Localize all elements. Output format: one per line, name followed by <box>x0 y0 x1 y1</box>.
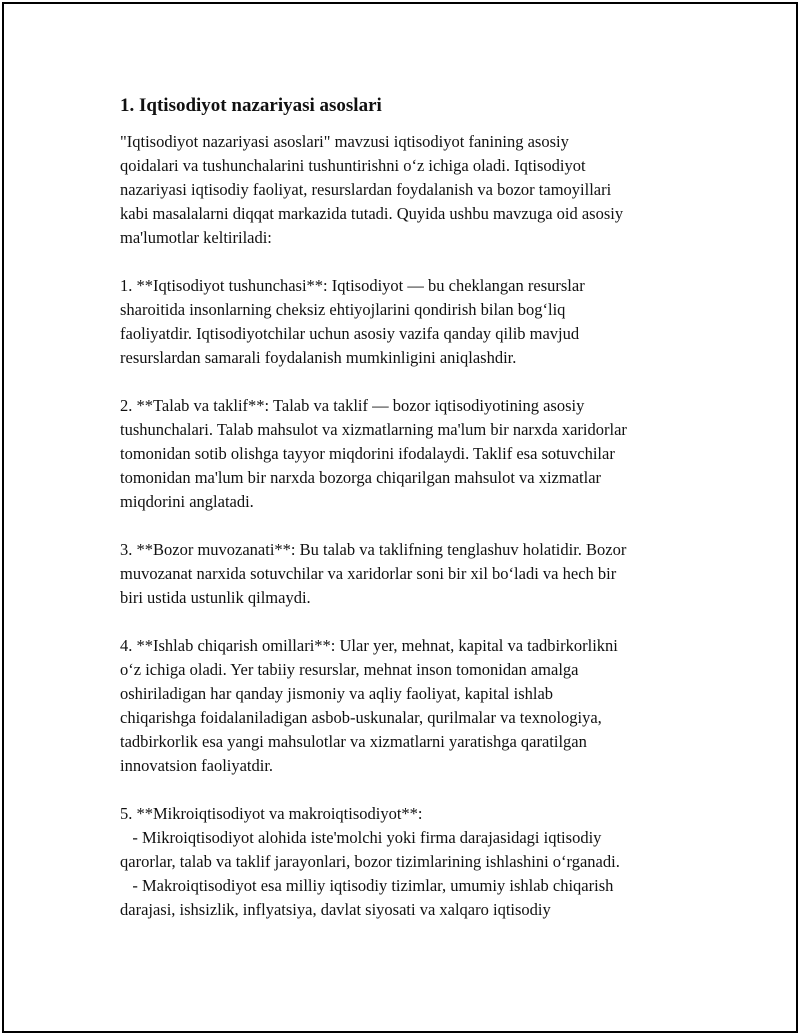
text-line: oshiriladigan har qanday jismoniy va aqliy faoliyat, kapital ishlab <box>120 684 554 703</box>
list-item-paragraph <box>120 274 700 370</box>
text-line: biri ustida ustunlik qilmaydi. <box>120 588 311 607</box>
text-line: kabi masalalarni diqqat markazida tutadi. Quyida ushbu mavzuga oid asosiy <box>120 204 624 223</box>
document-page <box>2 2 798 1033</box>
text-line: ma'lumotlar keltiriladi: <box>120 228 272 247</box>
text-line: qoidalari va tushunchalarini tushuntirishni o‘z ichiga oladi. Iqtisodiyot <box>120 156 586 175</box>
text-line: sharoitida insonlarning cheksiz ehtiyojlarini qondirish bilan bog‘liq <box>120 300 566 319</box>
list-item-paragraph <box>120 394 700 514</box>
text-line: "Iqtisodiyot nazariyasi asoslari" mavzusi iqtisodiyot fanining asosiy <box>120 132 569 151</box>
text-line: miqdorini anglatadi. <box>120 492 254 511</box>
document-body <box>120 94 700 946</box>
text-line: 4. **Ishlab chiqarish omillari**: Ular yer, mehnat, kapital va tadbirkorlikni <box>120 636 618 655</box>
text-line: o‘z ichiga oladi. Yer tabiiy resurslar, mehnat inson tomonidan amalga <box>120 660 579 679</box>
text-line: nazariyasi iqtisodiy faoliyat, resurslardan foydalanish va bozor tamoyillari <box>120 180 612 199</box>
text-line: tomonidan sotib olishga tayyor miqdorini ifodalaydi. Taklif esa sotuvchilar <box>120 444 615 463</box>
text-line: faoliyatdir. Iqtisodiyotchilar uchun asosiy vazifa qanday qilib mavjud <box>120 324 580 343</box>
text-line: muvozanat narxida sotuvchilar va xaridorlar soni bir xil bo‘ladi va hech bir <box>120 564 617 583</box>
text-line: 2. **Talab va taklif**: Talab va taklif — bozor iqtisodiyotining asosiy <box>120 396 585 415</box>
intro-paragraph <box>120 130 700 250</box>
text-line: tadbirkorlik esa yangi mahsulotlar va xizmatlarni yaratishga qaratilgan <box>120 732 587 751</box>
text-line: darajasi, ishsizlik, inflyatsiya, davlat siyosati va xalqaro iqtisodiy <box>120 900 551 919</box>
text-line: innovatsion faoliyatdir. <box>120 756 274 775</box>
section-heading: 1. Iqtisodiyot nazariyasi asoslari <box>120 95 382 116</box>
text-line: - Makroiqtisodiyot esa milliy iqtisodiy tizimlar, umumiy ishlab chiqarish <box>120 876 614 895</box>
text-line: tushunchalari. Talab mahsulot va xizmatlarning ma'lum bir narxda xaridorlar <box>120 420 627 439</box>
text-line: tomonidan ma'lum bir narxda bozorga chiqarilgan mahsulot va xizmatlar <box>120 468 602 487</box>
list-item-paragraph <box>120 538 700 610</box>
list-item-paragraph <box>120 634 700 778</box>
text-line: 5. **Mikroiqtisodiyot va makroiqtisodiyot**: <box>120 804 423 823</box>
text-line: 3. **Bozor muvozanati**: Bu talab va taklifning tenglashuv holatidir. Bozor <box>120 540 627 559</box>
text-line: resurslardan samarali foydalanish mumkinligini aniqlashdir. <box>120 348 517 367</box>
text-line: - Mikroiqtisodiyot alohida iste'molchi yoki firma darajasidagi iqtisodiy <box>120 828 602 847</box>
text-line: 1. **Iqtisodiyot tushunchasi**: Iqtisodiyot — bu cheklangan resurslar <box>120 276 585 295</box>
text-line: chiqarishga foidalaniladigan asbob-uskunalar, qurilmalar va texnologiya, <box>120 708 602 727</box>
list-item-paragraph <box>120 802 700 922</box>
text-line: qarorlar, talab va taklif jarayonlari, bozor tizimlarining ishlashini o‘rganadi. <box>120 852 620 871</box>
